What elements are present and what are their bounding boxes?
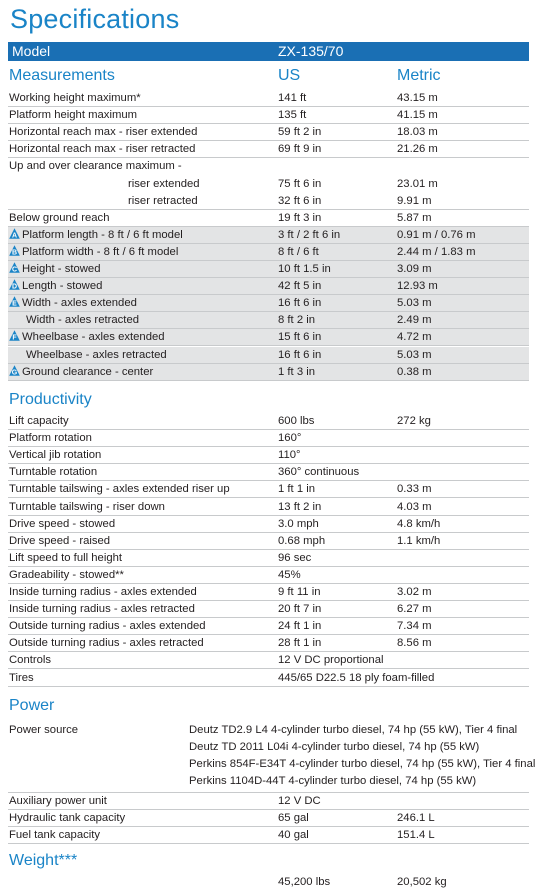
spec-label: riser extended bbox=[128, 177, 200, 190]
spec-us-value: 3 ft / 2 ft 6 in bbox=[278, 228, 341, 241]
spec-label: Ground clearance - center bbox=[22, 365, 154, 378]
spec-label-cell bbox=[9, 364, 153, 381]
spec-label: Fuel tank capacity bbox=[9, 829, 101, 842]
spec-label-cell bbox=[128, 193, 198, 210]
spec-us-value: 40 gal bbox=[278, 829, 309, 842]
svg-text:E: E bbox=[12, 300, 17, 308]
spec-label: Platform width - 8 ft / 6 ft model bbox=[22, 245, 179, 258]
spec-row bbox=[8, 176, 529, 193]
spec-row bbox=[8, 550, 529, 567]
weight-metric: 20,502 kg bbox=[397, 876, 447, 888]
dimension-badge-icon bbox=[9, 228, 20, 239]
spec-row bbox=[8, 533, 529, 550]
spec-row bbox=[8, 810, 529, 827]
spec-label-cell bbox=[9, 227, 183, 244]
spec-label: Below ground reach bbox=[9, 211, 110, 224]
spec-label: Length - stowed bbox=[22, 280, 103, 293]
svg-text:A: A bbox=[11, 232, 18, 239]
spec-label-cell bbox=[9, 827, 100, 844]
spec-us-value: 445/65 D22.5 18 ply foam-filled bbox=[278, 671, 435, 684]
spec-label-cell bbox=[9, 567, 124, 584]
spec-metric-value: 3.09 m bbox=[397, 263, 432, 275]
spec-us-value: 19 ft 3 in bbox=[278, 211, 322, 224]
power-heading-row bbox=[8, 697, 529, 717]
spec-label: Lift capacity bbox=[9, 415, 69, 427]
spec-metric-value: 8.56 m bbox=[397, 637, 432, 650]
spec-label-cell bbox=[128, 176, 200, 193]
spec-us-value: 3.0 mph bbox=[278, 517, 319, 530]
spec-label: Platform length - 8 ft / 6 ft model bbox=[22, 228, 183, 241]
spec-label-cell bbox=[9, 810, 125, 827]
spec-label: Width - axles retracted bbox=[26, 314, 140, 327]
spec-metric-value: 4.72 m bbox=[397, 331, 432, 344]
spec-label: Auxiliary power unit bbox=[9, 795, 107, 807]
col-us-heading: US bbox=[278, 67, 301, 84]
spec-label-cell bbox=[9, 261, 101, 278]
col-metric-heading: Metric bbox=[397, 67, 441, 84]
spec-label-cell bbox=[9, 244, 178, 261]
spec-us-value: 16 ft 6 in bbox=[278, 297, 322, 310]
spec-label-cell bbox=[9, 158, 182, 175]
spec-label: Height - stowed bbox=[22, 263, 101, 275]
spec-row bbox=[8, 618, 529, 635]
power-source-line: Perkins 854F-E34T 4-cylinder turbo diesel, 74 hp (55 kW), Tier 4 final bbox=[189, 758, 536, 770]
spec-us-value: 42 ft 5 in bbox=[278, 280, 322, 293]
spec-metric-value: 12.93 m bbox=[397, 280, 438, 293]
power-source-line: Perkins 1104D-44T 4-cylinder turbo diesel, 74 hp (55 kW) bbox=[189, 775, 477, 787]
spec-label: Tires bbox=[9, 671, 34, 684]
spec-metric-value: 4.8 km/h bbox=[397, 517, 441, 530]
spec-row bbox=[8, 141, 529, 158]
spec-label: Up and over clearance maximum - bbox=[9, 160, 182, 173]
spec-label: Inside turning radius - axles extended bbox=[9, 586, 197, 598]
spec-label-cell bbox=[9, 670, 34, 687]
spec-label: Outside turning radius - axles retracted bbox=[9, 637, 204, 650]
spec-label: Turntable tailswing - riser down bbox=[9, 500, 165, 513]
spec-label: Inside turning radius - axles retracted bbox=[9, 603, 195, 616]
spec-row bbox=[8, 193, 529, 210]
spec-row bbox=[8, 329, 529, 346]
measurements-heading: Measurements bbox=[9, 67, 115, 84]
spec-us-value: 20 ft 7 in bbox=[278, 603, 322, 616]
measurements-heading-row bbox=[8, 67, 529, 87]
spec-label-cell bbox=[9, 430, 92, 447]
productivity-heading: Productivity bbox=[9, 391, 92, 408]
spec-label: Vertical jib rotation bbox=[9, 449, 102, 462]
spec-us-value: 135 ft bbox=[278, 109, 307, 122]
svg-text:F: F bbox=[12, 334, 17, 342]
spec-us-value: 96 sec bbox=[278, 551, 312, 564]
power-heading: Power bbox=[9, 697, 55, 714]
spec-metric-value: 7.34 m bbox=[397, 620, 432, 633]
dimension-badge-icon bbox=[9, 262, 20, 273]
productivity-heading-row bbox=[8, 391, 529, 411]
spec-metric-value: 1.1 km/h bbox=[397, 534, 441, 547]
spec-us-value: 24 ft 1 in bbox=[278, 620, 322, 633]
spec-metric-value: 23.01 m bbox=[397, 177, 438, 190]
spec-label-cell bbox=[26, 347, 167, 364]
spec-metric-value: 246.1 L bbox=[397, 812, 435, 825]
spec-row bbox=[8, 227, 529, 244]
power-source-label: Power source bbox=[9, 724, 79, 736]
spec-label-cell bbox=[9, 516, 115, 533]
spec-label: Platform rotation bbox=[9, 432, 92, 445]
dimension-badge-icon bbox=[9, 245, 20, 256]
spec-row bbox=[8, 295, 529, 312]
spec-label-cell bbox=[9, 481, 230, 498]
spec-metric-value: 0.38 m bbox=[397, 365, 432, 378]
spec-row bbox=[8, 447, 529, 464]
spec-label: Wheelbase - axles extended bbox=[22, 331, 165, 344]
spec-row bbox=[8, 567, 529, 584]
spec-metric-value: 21.26 m bbox=[397, 143, 438, 156]
spec-label: Gradeability - stowed** bbox=[9, 568, 124, 581]
model-header-bar bbox=[8, 42, 529, 61]
spec-label: Turntable rotation bbox=[9, 466, 98, 479]
spec-us-value: 1 ft 3 in bbox=[278, 365, 316, 378]
spec-row bbox=[8, 158, 529, 175]
spec-metric-value: 2.49 m bbox=[397, 314, 432, 327]
spec-row bbox=[8, 793, 529, 810]
spec-row bbox=[8, 413, 529, 430]
spec-us-value: 110° bbox=[278, 449, 301, 462]
spec-us-value: 59 ft 2 in bbox=[278, 126, 322, 139]
svg-text:B: B bbox=[11, 249, 18, 256]
spec-metric-value: 272 kg bbox=[397, 415, 431, 427]
spec-us-value: 45% bbox=[278, 568, 301, 581]
power-source-line: Deutz TD 2011 L04i 4-cylinder turbo diesel, 74 hp (55 kW) bbox=[189, 741, 480, 753]
weight-heading: Weight*** bbox=[9, 852, 78, 869]
spec-row bbox=[8, 499, 529, 516]
spec-metric-value: 2.44 m / 1.83 m bbox=[397, 245, 476, 258]
spec-row bbox=[8, 107, 529, 124]
dimension-badge-icon bbox=[9, 330, 20, 341]
spec-label: Drive speed - raised bbox=[9, 534, 111, 547]
spec-label-cell bbox=[9, 278, 102, 295]
spec-label: Platform height maximum bbox=[9, 109, 138, 122]
dimension-badge-icon bbox=[9, 365, 20, 376]
spec-row bbox=[8, 278, 529, 295]
spec-row bbox=[8, 464, 529, 481]
spec-metric-value: 5.87 m bbox=[397, 211, 432, 224]
spec-label-cell bbox=[9, 618, 206, 635]
spec-label-cell bbox=[9, 550, 122, 567]
spec-metric-value: 5.03 m bbox=[397, 348, 432, 361]
svg-text:C: C bbox=[11, 266, 18, 273]
spec-label: Wheelbase - axles retracted bbox=[26, 348, 167, 361]
spec-label-cell bbox=[9, 210, 109, 227]
spec-row bbox=[8, 347, 529, 364]
weight-row bbox=[8, 874, 529, 891]
spec-row bbox=[8, 584, 529, 601]
spec-us-value: 15 ft 6 in bbox=[278, 331, 322, 344]
spec-label-cell bbox=[9, 499, 165, 516]
spec-us-value: 141 ft bbox=[278, 92, 307, 104]
spec-label: Outside turning radius - axles extended bbox=[9, 620, 206, 633]
spec-row bbox=[8, 244, 529, 261]
power-source-block bbox=[8, 724, 536, 793]
spec-label: Controls bbox=[9, 654, 52, 667]
spec-metric-value: 3.02 m bbox=[397, 586, 432, 598]
spec-label: Horizontal reach max - riser retracted bbox=[9, 143, 196, 156]
spec-us-value: 0.68 mph bbox=[278, 534, 326, 547]
spec-label-cell bbox=[9, 90, 141, 107]
spec-metric-value: 5.03 m bbox=[397, 297, 432, 310]
spec-us-value: 12 V DC bbox=[278, 795, 321, 807]
spec-label-cell bbox=[9, 413, 69, 430]
spec-metric-value: 43.15 m bbox=[397, 92, 438, 104]
spec-label-cell bbox=[9, 584, 197, 601]
spec-row bbox=[8, 210, 529, 227]
spec-us-value: 8 ft 2 in bbox=[278, 314, 316, 327]
spec-label: Width - axles extended bbox=[22, 297, 137, 310]
spec-us-value: 28 ft 1 in bbox=[278, 637, 322, 650]
spec-label-cell bbox=[9, 329, 165, 346]
spec-label: Working height maximum* bbox=[9, 92, 141, 104]
spec-label-cell bbox=[9, 124, 197, 141]
spec-row bbox=[8, 312, 529, 329]
spec-label-cell bbox=[9, 533, 110, 550]
spec-label-cell bbox=[9, 652, 51, 669]
spec-label: riser retracted bbox=[128, 194, 198, 207]
spec-label-cell bbox=[9, 601, 195, 618]
spec-us-value: 69 ft 9 in bbox=[278, 143, 322, 156]
spec-row bbox=[8, 635, 529, 652]
spec-us-value: 360° continuous bbox=[278, 466, 360, 479]
spec-label-cell bbox=[9, 793, 107, 810]
spec-us-value: 160° bbox=[278, 432, 302, 445]
spec-row bbox=[8, 652, 529, 669]
spec-label: Horizontal reach max - riser extended bbox=[9, 126, 198, 139]
spec-us-value: 16 ft 6 in bbox=[278, 348, 322, 361]
spec-label-cell bbox=[9, 635, 204, 652]
spec-row bbox=[8, 481, 529, 498]
spec-us-value: 13 ft 2 in bbox=[278, 500, 322, 513]
spec-us-value: 75 ft 6 in bbox=[278, 177, 322, 190]
spec-label: Drive speed - stowed bbox=[9, 517, 116, 530]
spec-metric-value: 9.91 m bbox=[397, 194, 432, 207]
spec-row bbox=[8, 601, 529, 618]
spec-us-value: 32 ft 6 in bbox=[278, 194, 322, 207]
spec-metric-value: 18.03 m bbox=[397, 126, 438, 139]
page-title: Specifications bbox=[10, 4, 180, 34]
spec-row bbox=[8, 261, 529, 278]
spec-row bbox=[8, 124, 529, 141]
spec-label: Turntable tailswing - axles extended riser up bbox=[9, 483, 230, 496]
spec-us-value: 8 ft / 6 ft bbox=[278, 245, 319, 258]
spec-us-value: 600 lbs bbox=[278, 415, 315, 427]
svg-text:G: G bbox=[11, 369, 18, 376]
spec-us-value: 12 V DC proportional bbox=[278, 654, 384, 667]
spec-label: Lift speed to full height bbox=[9, 551, 123, 564]
spec-row bbox=[8, 827, 529, 844]
spec-us-value: 9 ft 11 in bbox=[278, 586, 321, 598]
spec-metric-value: 6.27 m bbox=[397, 603, 432, 616]
spec-row bbox=[8, 90, 529, 107]
spec-metric-value: 151.4 L bbox=[397, 829, 435, 842]
spec-label-cell bbox=[9, 107, 137, 124]
spec-us-value: 10 ft 1.5 in bbox=[278, 263, 331, 275]
spec-label-cell bbox=[26, 312, 139, 329]
spec-label-cell bbox=[9, 141, 195, 158]
spec-label-cell bbox=[9, 464, 97, 481]
spec-metric-value: 0.33 m bbox=[397, 483, 432, 496]
spec-us-value: 65 gal bbox=[278, 812, 309, 825]
spec-label-cell bbox=[9, 447, 101, 464]
dimension-badge-icon bbox=[9, 296, 20, 307]
spec-label-cell bbox=[9, 295, 137, 312]
spec-metric-value: 41.15 m bbox=[397, 109, 438, 122]
spec-label: Hydraulic tank capacity bbox=[9, 812, 126, 825]
spec-us-value: 1 ft 1 in bbox=[278, 483, 316, 496]
dimension-badge-icon bbox=[9, 279, 20, 290]
spec-row bbox=[8, 364, 529, 381]
model-label: Model bbox=[12, 43, 51, 59]
power-source-line: Deutz TD2.9 L4 4-cylinder turbo diesel, 74 hp (55 kW), Tier 4 final bbox=[189, 724, 518, 736]
weight-us: 45,200 lbs bbox=[278, 876, 331, 888]
spec-row bbox=[8, 430, 529, 447]
weight-heading-row bbox=[8, 852, 529, 872]
spec-metric-value: 4.03 m bbox=[397, 500, 432, 513]
spec-row bbox=[8, 516, 529, 533]
svg-text:D: D bbox=[11, 283, 18, 291]
spec-row bbox=[8, 670, 529, 687]
spec-metric-value: 0.91 m / 0.76 m bbox=[397, 228, 476, 241]
model-name: ZX-135/70 bbox=[278, 43, 344, 59]
